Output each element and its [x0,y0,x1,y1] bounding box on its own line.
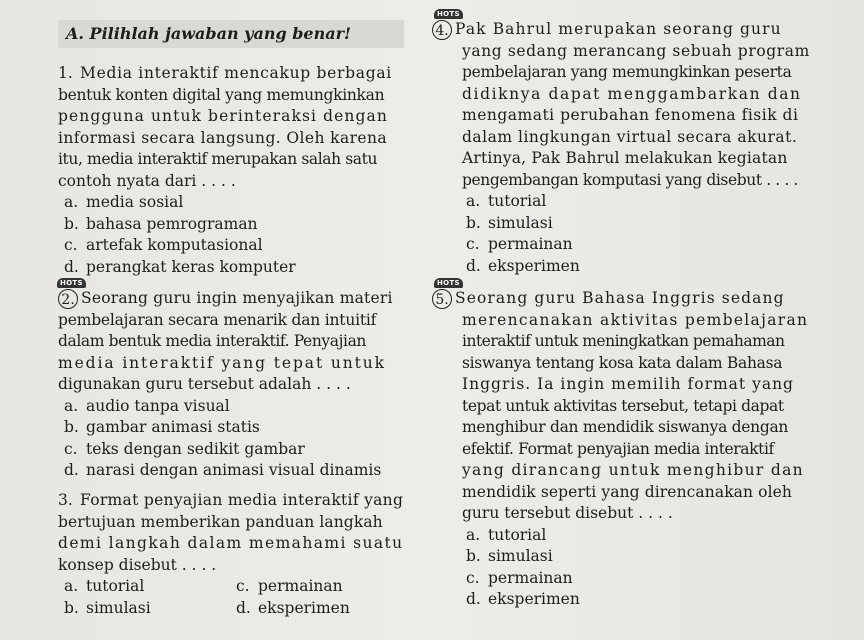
option-c[interactable] [58,439,408,461]
question-text-line: bertujuan memberikan panduan langkah [58,512,383,531]
hots-badge: HOTS [57,278,86,288]
option-text: artefak komputasional [86,236,263,254]
option-d[interactable] [58,460,408,482]
option-text: media sosial [86,193,184,211]
question-text-line: Media interaktif mencakup berbagai [80,64,392,82]
question-text-line: digunakan guru tersebut adalah . . . . [58,375,351,393]
question-2 [58,288,408,482]
option-a[interactable] [432,191,852,213]
option-text: teks dengan sedikit gambar [86,439,305,458]
option-letter: c. [236,577,250,595]
option-letter: d. [466,590,481,608]
question-text-line: pembelajaran yang memungkinkan peserta [462,63,792,81]
option-text: gambar animasi statis [86,418,260,436]
question-text-line: contoh nyata dari . . . . [58,171,236,190]
option-text: simulasi [86,598,151,617]
question-text-line: yang dirancang untuk menghibur dan [462,461,804,479]
option-c[interactable] [58,235,408,257]
option-b[interactable] [58,214,408,236]
option-b[interactable] [58,598,236,620]
option-letter: c. [466,235,480,253]
option-a[interactable] [58,396,408,418]
question-text-line: pembelajaran secara menarik dan intuitif [58,310,377,329]
option-letter: a. [466,525,481,544]
option-letter: c. [64,439,78,458]
question-number-circle: 2. [58,289,78,309]
question-text-line: pengembangan komputasi yang disebut . . . . [462,170,798,189]
question-text-line: mendidik seperti yang direncanakan oleh [462,482,792,501]
option-b[interactable] [58,417,408,439]
question-text-line: mengamati perubahan fenomena fisik di [462,106,799,124]
question-text-line: guru tersebut disebut . . . . [462,504,673,522]
question-text-line: media interaktif yang tepat untuk [58,353,386,372]
question-text-line: pengguna untuk berinteraksi dengan [58,107,388,125]
question-text-line: Seorang guru Bahasa Inggris sedang [455,289,785,307]
question-1 [58,63,408,278]
option-text: permainan [488,235,573,253]
option-b[interactable] [432,546,852,568]
question-5 [432,288,852,611]
hots-badge: HOTS [434,278,463,288]
section-title: A. Pilihlah jawaban yang benar! [66,24,352,43]
question-text-line: Artinya, Pak Bahrul melakukan kegiatan [462,149,788,167]
option-text: permainan [258,577,343,595]
question-text-line: konsep disebut . . . . [58,555,217,574]
question-number: 3. [58,491,73,509]
option-text: simulasi [488,213,553,232]
option-b[interactable] [432,213,852,235]
question-text-line: Inggris. Ia ingin memilih format yang [462,375,794,393]
question-text-line: menghibur dan mendidik siswanya dengan [462,418,789,436]
question-text-line: informasi secara langsung. Oleh karena [58,128,388,147]
question-text-line: yang sedang merancang sebuah program [462,41,810,60]
option-letter: b. [64,418,79,436]
option-d[interactable] [58,257,408,279]
option-a[interactable] [58,576,236,598]
option-text: bahasa pemrograman [86,214,258,233]
option-text: narasi dengan animasi visual dinamis [86,461,382,479]
question-text-line: merencanakan aktivitas pembelajaran [462,310,809,329]
question-text-line: demi langkah dalam memahami suatu [58,534,404,552]
option-letter: b. [466,547,481,565]
question-text-line: Seorang guru ingin menyajikan materi [81,289,393,307]
question-text-line: itu, media interaktif merupakan salah satu [58,150,378,168]
option-letter: c. [64,236,78,254]
question-text-line: efektif. Format penyajian media interaktif [462,439,774,458]
option-letter: c. [466,568,480,587]
question-text-line: dalam bentuk media interaktif. Penyajian [58,332,366,350]
option-letter: d. [64,257,79,276]
option-c[interactable] [236,576,408,598]
option-text: audio tanpa visual [86,396,230,415]
question-text-line: Pak Bahrul merupakan seorang guru [455,20,782,38]
option-text: tutorial [86,577,145,595]
question-text-line: siswanya tentang kosa kata dalam Bahasa [462,353,783,372]
option-c[interactable] [432,568,852,590]
option-letter: d. [466,256,481,275]
section-header [58,20,404,48]
option-text: tutorial [488,192,547,210]
question-text-line: didiknya dapat menggambarkan dan [462,84,802,103]
option-letter: d. [236,598,251,617]
option-d[interactable] [432,256,852,278]
question-text-line: Format penyajian media interaktif yang [80,491,404,509]
option-text: perangkat keras komputer [86,257,296,276]
question-number-circle: 5. [432,289,452,309]
option-letter: a. [64,577,79,595]
option-text: eksperimen [488,256,580,275]
hots-badge: HOTS [434,9,463,19]
question-number-circle: 4. [432,20,452,40]
question-text-line: dalam lingkungan virtual secara akurat. [462,127,798,146]
option-text: simulasi [488,547,553,565]
option-d[interactable] [432,589,852,611]
question-4 [432,19,852,277]
option-letter: d. [64,461,79,479]
option-letter: b. [466,213,481,232]
option-letter: a. [466,192,481,210]
option-d[interactable] [236,598,408,620]
option-letter: a. [64,193,79,211]
question-text-line: interaktif untuk meningkatkan pemahaman [462,332,785,350]
option-text: tutorial [488,525,547,544]
option-a[interactable] [58,192,408,214]
option-text: permainan [488,568,573,587]
question-3 [58,490,408,619]
option-text: eksperimen [258,598,350,617]
option-letter: b. [64,598,79,617]
question-text-line: bentuk konten digital yang memungkinkan [58,85,385,104]
option-letter: a. [64,396,79,415]
option-c[interactable] [432,234,852,256]
option-letter: b. [64,214,79,233]
question-text-line: tepat untuk aktivitas tersebut, tetapi dapat [462,396,784,415]
question-number: 1. [58,64,73,82]
option-text: eksperimen [488,590,580,608]
option-a[interactable] [432,525,852,547]
